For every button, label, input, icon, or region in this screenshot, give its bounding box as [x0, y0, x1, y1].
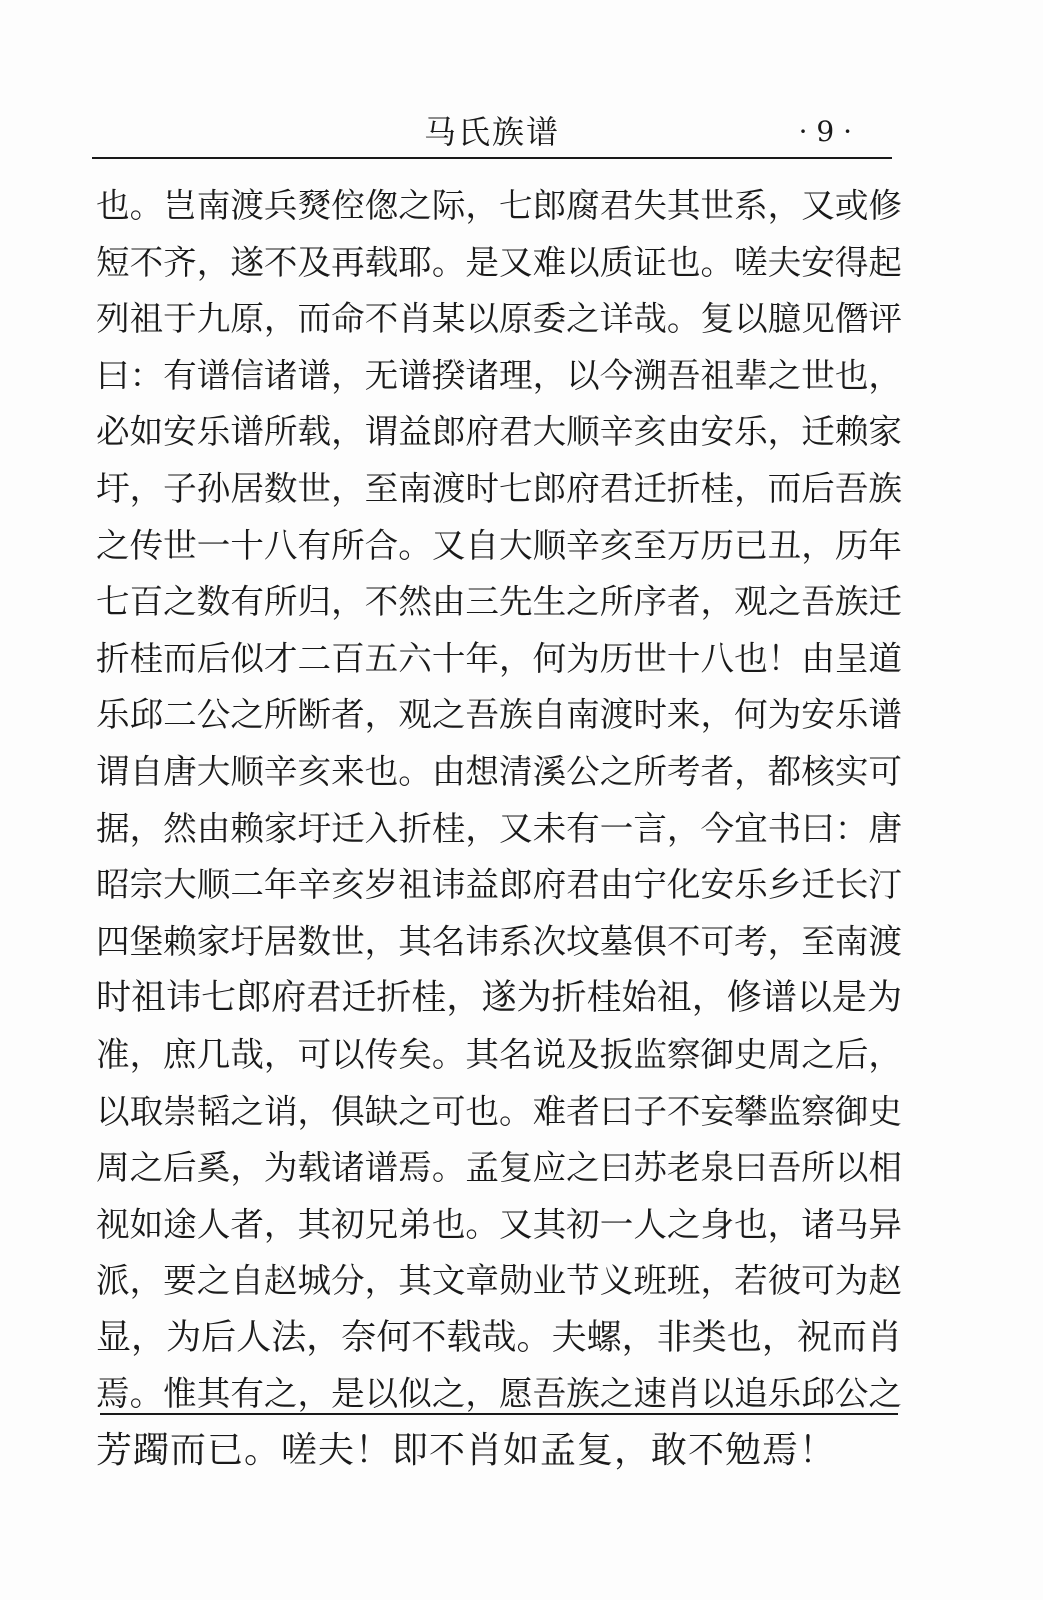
text-line: 昭宗大顺二年辛亥岁祖讳益郎府君由宁化安乐乡迁长汀 — [96, 865, 902, 905]
text-line: 时祖讳七郎府君迁折桂，遂为折桂始祖，修谱以是为 — [96, 977, 902, 1019]
body-text — [96, 178, 902, 1480]
text-line: 周之后奚，为载诸谱焉。孟复应之曰苏老泉曰吾所以相 — [96, 1148, 902, 1188]
text-line: 也。岂南渡兵燹倥偬之际，七郎腐君失其世系，又或修 — [96, 186, 902, 225]
text-line: 派，要之自赵城分，其文章勋业节义班班，若彼可为赵 — [96, 1261, 902, 1301]
text-line: 之传世一十八有所合。又自大顺辛亥至万历已丑，历年 — [96, 525, 902, 565]
text-line: 圩，子孙居数世，至南渡时七郎府君迁折桂，而后吾族 — [96, 468, 902, 508]
text-line: 谓自唐大顺辛亥来也。由想清溪公之所考者，都核实可 — [96, 751, 902, 791]
text-line: 显，为后人法，奈何不载哉。夫螺，非类也，祝而肖 — [96, 1316, 902, 1358]
page-number: · 9 · — [798, 115, 852, 148]
text-line: 乐邱二公之所断者，观之吾族自南渡时来，何为安乐谱 — [96, 695, 902, 735]
text-line: 必如安乐谱所载，谓益郎府君大顺辛亥由安乐，迁赖家 — [96, 412, 902, 452]
text-line: 据，然由赖家圩迁入折桂，又未有一言，今宜书曰：唐 — [96, 808, 902, 848]
text-line: 短不齐，遂不及再载耶。是又难以质证也。嗟夫安得起 — [96, 242, 902, 282]
running-header-title: 马氏族谱 — [424, 113, 561, 151]
text-line: 七百之数有所归，不然由三先生之所序者，观之吾族迁 — [96, 582, 902, 622]
text-line: 视如途人者，其初兄弟也。又其初一人之身也，诸马异 — [96, 1204, 902, 1244]
text-line: 焉。惟其有之，是以似之，愿吾族之速肖以追乐邱公之 — [96, 1374, 902, 1414]
header-rule — [92, 157, 892, 159]
text-line: 列祖于九原，而命不肖某以原委之详哉。复以臆见僭评 — [96, 299, 902, 339]
text-line: 准，庶几哉，可以传矣。其名说及扳监察御史周之后， — [96, 1034, 902, 1074]
running-header — [94, 108, 890, 158]
footer-rule — [100, 1413, 898, 1415]
text-line: 曰：有谱信诸谱，无谱揆诸理，以今溯吾祖辈之世也， — [96, 355, 902, 395]
text-line: 四堡赖家圩居数世，其名讳系次坟墓俱不可考，至南渡 — [96, 921, 902, 961]
text-line: 以取崇韬之诮，俱缺之可也。难者曰子不妄攀监察御史 — [96, 1091, 902, 1131]
text-line: 芳躅而已。嗟夫！即不肖如孟复，敢不勉焉！ — [96, 1430, 837, 1472]
text-line: 折桂而后似才二百五六十年，何为历世十八也！由呈道 — [96, 638, 902, 678]
